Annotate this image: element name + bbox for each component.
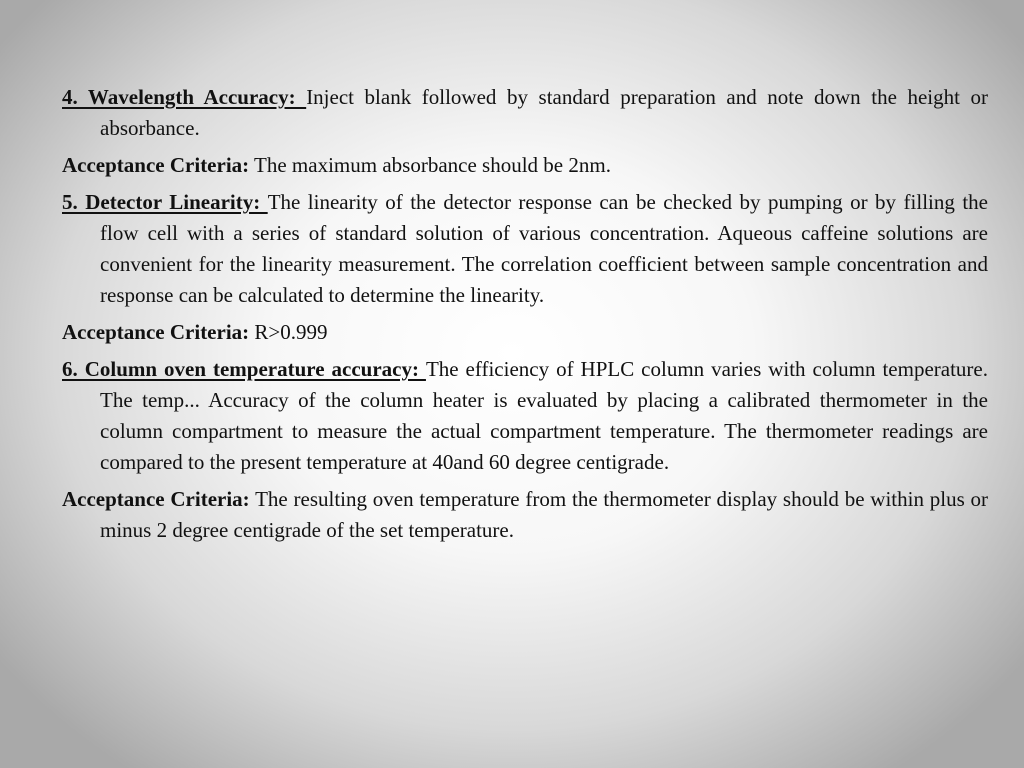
wavelength-accuracy-heading: 4. Wavelength Accuracy: <box>62 85 307 109</box>
oven-acceptance-heading: Acceptance Criteria: <box>62 487 250 511</box>
wavelength-acceptance-paragraph <box>62 150 988 181</box>
slide-content <box>62 82 988 552</box>
linearity-acceptance-text: R>0.999 <box>249 320 328 344</box>
column-oven-text: The efficiency of HPLC column varies with column temperature. The temp... Accuracy of the column heater is evaluated by placing a calibrated thermometer in the column compartment to measure the actual compartment temperature. The thermometer readings are compared to the present temperature at 40and 60 degree centigrade. <box>100 357 988 474</box>
oven-acceptance-paragraph <box>62 484 988 546</box>
linearity-acceptance-paragraph <box>62 317 988 348</box>
column-oven-heading: 6. Column oven temperature accuracy: <box>62 357 426 381</box>
linearity-acceptance-heading: Acceptance Criteria: <box>62 320 250 344</box>
wavelength-acceptance-heading: Acceptance Criteria: <box>62 153 250 177</box>
detector-linearity-paragraph <box>62 187 988 311</box>
wavelength-accuracy-text: Inject blank followed by standard preparation and note down the height or absorbance. <box>100 85 988 140</box>
column-oven-paragraph <box>62 354 988 478</box>
oven-acceptance-text: The resulting oven temperature from the thermometer display should be within plus or minus 2 degree centigrade of the set temperature. <box>100 487 989 542</box>
detector-linearity-heading: 5. Detector Linearity: <box>62 190 268 214</box>
wavelength-acceptance-text: The maximum absorbance should be 2nm. <box>249 153 611 177</box>
detector-linearity-text: The linearity of the detector response can be checked by pumping or by filling the flow cell with a series of standard solution of various concentration. Aqueous caffeine solutions are convenient for the linearity measurement. The correlation coefficient between sample concentration and response can be calculated to determine the linearity. <box>100 190 988 307</box>
wavelength-accuracy-paragraph <box>62 82 988 144</box>
